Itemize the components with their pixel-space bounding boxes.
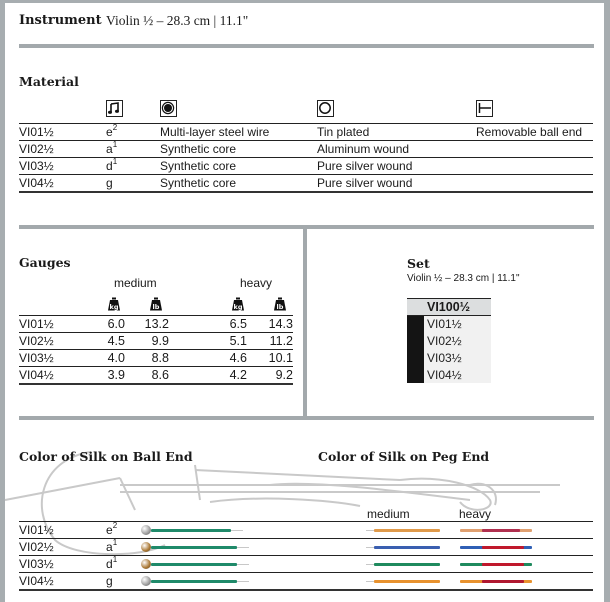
note-octave: 2 <box>112 123 118 132</box>
heavy-kg: 6.5 <box>229 317 247 331</box>
note-cell <box>106 158 117 174</box>
note-cell <box>106 522 117 538</box>
ball-end-ball <box>141 525 151 535</box>
note-letter: d <box>106 557 113 571</box>
note-cell <box>106 539 117 555</box>
note-letter: e <box>106 125 113 139</box>
note-octave: 1 <box>112 140 118 149</box>
peg-medium-silk <box>374 546 440 549</box>
peg-medium-silk <box>374 529 440 532</box>
winding-material: Pure silver wound <box>317 176 413 190</box>
winding-material: Tin plated <box>317 125 370 139</box>
string-tail <box>366 564 374 565</box>
gauges-title: Gauges <box>19 255 71 270</box>
peg-medium-silk <box>374 563 440 566</box>
heavy-lb: 14.3 <box>268 317 293 331</box>
kg-weight-icon <box>231 297 245 310</box>
ball-end-ball <box>141 576 151 586</box>
string-code: VI04½ <box>19 368 54 382</box>
note-cell <box>106 573 113 589</box>
string-code: VI01½ <box>19 125 54 139</box>
lb-weight-icon <box>273 297 287 310</box>
note-cell <box>106 141 117 157</box>
core-icon <box>160 100 177 117</box>
set-item: VI01½ <box>427 317 462 331</box>
string-code: VI03½ <box>19 557 54 571</box>
heavy-lb: 9.2 <box>275 368 293 382</box>
ball-end-silk <box>151 546 237 549</box>
ball-end-ball <box>141 559 151 569</box>
note-cell <box>106 175 113 191</box>
string-code: VI04½ <box>19 574 54 588</box>
svg-text:kg: kg <box>233 303 243 311</box>
ball-end-ball <box>141 542 151 552</box>
heavy-label: heavy <box>240 276 273 290</box>
instrument-label: Instrument <box>19 13 102 28</box>
medium-kg: 6.0 <box>107 317 125 331</box>
medium-label: medium <box>114 276 157 290</box>
core-material: Multi-layer steel wire <box>160 125 270 139</box>
winding-icon <box>317 100 334 117</box>
string-code: VI03½ <box>19 351 54 365</box>
note-octave: 2 <box>112 521 118 530</box>
core-material: Synthetic core <box>160 159 237 173</box>
string-code: VI03½ <box>19 159 54 173</box>
note-octave: 1 <box>112 538 118 547</box>
set-item: VI04½ <box>427 368 462 382</box>
peg-medium-label: medium <box>367 507 410 521</box>
string-code: VI04½ <box>19 176 54 190</box>
ball-end-silk <box>151 580 237 583</box>
core-material: Synthetic core <box>160 176 237 190</box>
medium-lb: 9.9 <box>151 334 169 348</box>
frame-right-border <box>604 0 610 602</box>
medium-lb: 13.2 <box>144 317 169 331</box>
svg-text:kg: kg <box>109 303 119 311</box>
note-letter: g <box>106 574 113 588</box>
medium-lb: 8.8 <box>151 351 169 365</box>
note-cell <box>106 124 117 140</box>
medium-kg: 3.9 <box>107 368 125 382</box>
row-rule <box>19 191 593 193</box>
set-color-bar <box>407 316 424 383</box>
core-material: Synthetic core <box>160 142 237 156</box>
lb-weight-icon <box>149 297 163 310</box>
ball-end-silk <box>151 563 237 566</box>
vertical-divider <box>303 228 307 418</box>
string-tail <box>237 564 249 565</box>
string-code: VI02½ <box>19 540 54 554</box>
ball-end-type: Removable ball end <box>476 125 583 139</box>
string-tail <box>366 581 374 582</box>
note-letter: e <box>106 523 113 537</box>
string-tail <box>231 530 243 531</box>
medium-kg: 4.0 <box>107 351 125 365</box>
set-header: VI100½ <box>427 300 471 314</box>
medium-kg: 4.5 <box>107 334 125 348</box>
ball-end-title: Color of Silk on Ball End <box>19 449 193 464</box>
set-item: VI03½ <box>427 351 462 365</box>
svg-text:lb: lb <box>152 303 160 311</box>
string-tail <box>237 581 249 582</box>
heavy-lb: 10.1 <box>268 351 293 365</box>
winding-material: Aluminum wound <box>317 142 410 156</box>
peg-heavy-label: heavy <box>459 507 492 521</box>
set-item: VI02½ <box>427 334 462 348</box>
heavy-kg: 4.6 <box>229 351 247 365</box>
peg-heavy-silk-inner <box>482 529 520 532</box>
peg-heavy-silk-inner <box>482 563 524 566</box>
string-code: VI02½ <box>19 142 54 156</box>
heavy-lb: 11.2 <box>269 334 293 348</box>
frame-top-border <box>0 0 610 3</box>
material-title: Material <box>19 74 79 89</box>
note-octave: 1 <box>112 157 118 166</box>
peg-heavy-silk-inner <box>482 580 524 583</box>
note-octave: 1 <box>112 555 118 564</box>
note-letter: d <box>106 159 113 173</box>
winding-material: Pure silver wound <box>317 159 413 173</box>
note-icon <box>106 100 123 117</box>
row-rule <box>19 383 293 385</box>
heavy-kg: 4.2 <box>229 368 247 382</box>
string-tail <box>366 547 374 548</box>
string-tail <box>366 530 374 531</box>
instrument-value: Violin ½ – 28.3 cm | 11.1" <box>106 13 249 28</box>
ball-end-icon <box>476 100 493 117</box>
peg-heavy-silk-inner <box>482 546 524 549</box>
note-letter: a <box>106 142 113 156</box>
peg-end-title: Color of Silk on Peg End <box>318 449 490 464</box>
set-subtitle: Violin ½ – 28.3 cm | 11.1" <box>407 273 520 284</box>
svg-text:lb: lb <box>276 303 284 311</box>
medium-lb: 8.6 <box>151 368 169 382</box>
string-code: VI01½ <box>19 317 54 331</box>
kg-weight-icon <box>107 297 121 310</box>
heavy-kg: 5.1 <box>229 334 247 348</box>
ball-end-silk <box>151 529 231 532</box>
string-tail <box>237 547 249 548</box>
note-letter: g <box>106 176 113 190</box>
divider <box>19 44 594 48</box>
note-cell <box>106 556 117 572</box>
set-title: Set <box>407 256 430 271</box>
peg-medium-silk <box>374 580 440 583</box>
divider <box>19 416 594 420</box>
row-rule <box>19 589 593 591</box>
string-code: VI01½ <box>19 523 54 537</box>
string-code: VI02½ <box>19 334 54 348</box>
note-letter: a <box>106 540 113 554</box>
